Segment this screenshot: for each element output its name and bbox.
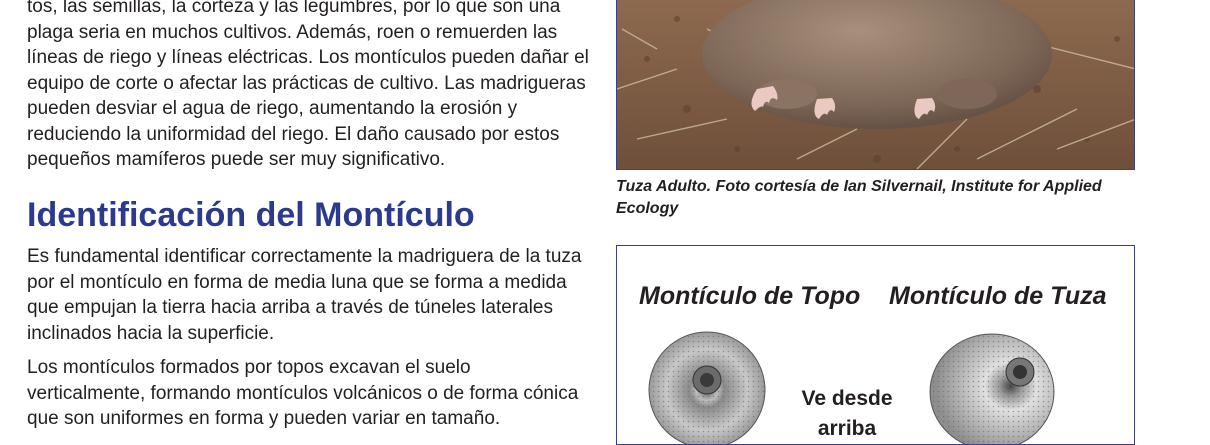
mole-mound-illustration (637, 320, 777, 445)
gopher-illustration (617, 0, 1135, 170)
mound-paragraph-2: Los montículos formados por topos excavan el suelo verticalmente, formando montículos volcánicos o de forma cónica que son uniformes en forma y pueden variar en tamaño. (27, 357, 579, 429)
mole-mound-title: Montículo de Topo (639, 282, 861, 310)
gopher-mound-title: Montículo de Tuza (889, 282, 1107, 310)
top-view-label: Ve desde arriba (801, 387, 893, 440)
gopher-mound-illustration (927, 320, 1067, 445)
section-heading: Identificación del Montículo (27, 196, 475, 234)
gopher-photo (616, 0, 1135, 170)
intro-paragraph: tos, las semillas, la corteza y las legumbres, por lo que son una plaga seria en muchos cultivos. Además, roen o remuerden las líneas de riego y líneas eléctricas. Los montículos pueden dañar el equipo de corte o afectar las prácticas de cultivo. Las madrigueras pueden desviar el agua de riego, aumentando la erosión y reduciendo la uniformidad del riego. El daño causado por estos pequeños mamíferos puede ser muy significativo. (27, 0, 589, 170)
mound-paragraph-1: Es fundamental identificar correctamente la madriguera de la tuza por el montículo en forma de media luna que se forma a medida que empujan la tierra hacia arriba a través de túneles laterales inclinados hacia la superficie. (27, 246, 582, 344)
photo-caption: Tuza Adulto. Foto cortesía de Ian Silvernail, Institute for Applied Ecology (616, 178, 1102, 217)
mound-comparison-diagram (616, 245, 1135, 445)
